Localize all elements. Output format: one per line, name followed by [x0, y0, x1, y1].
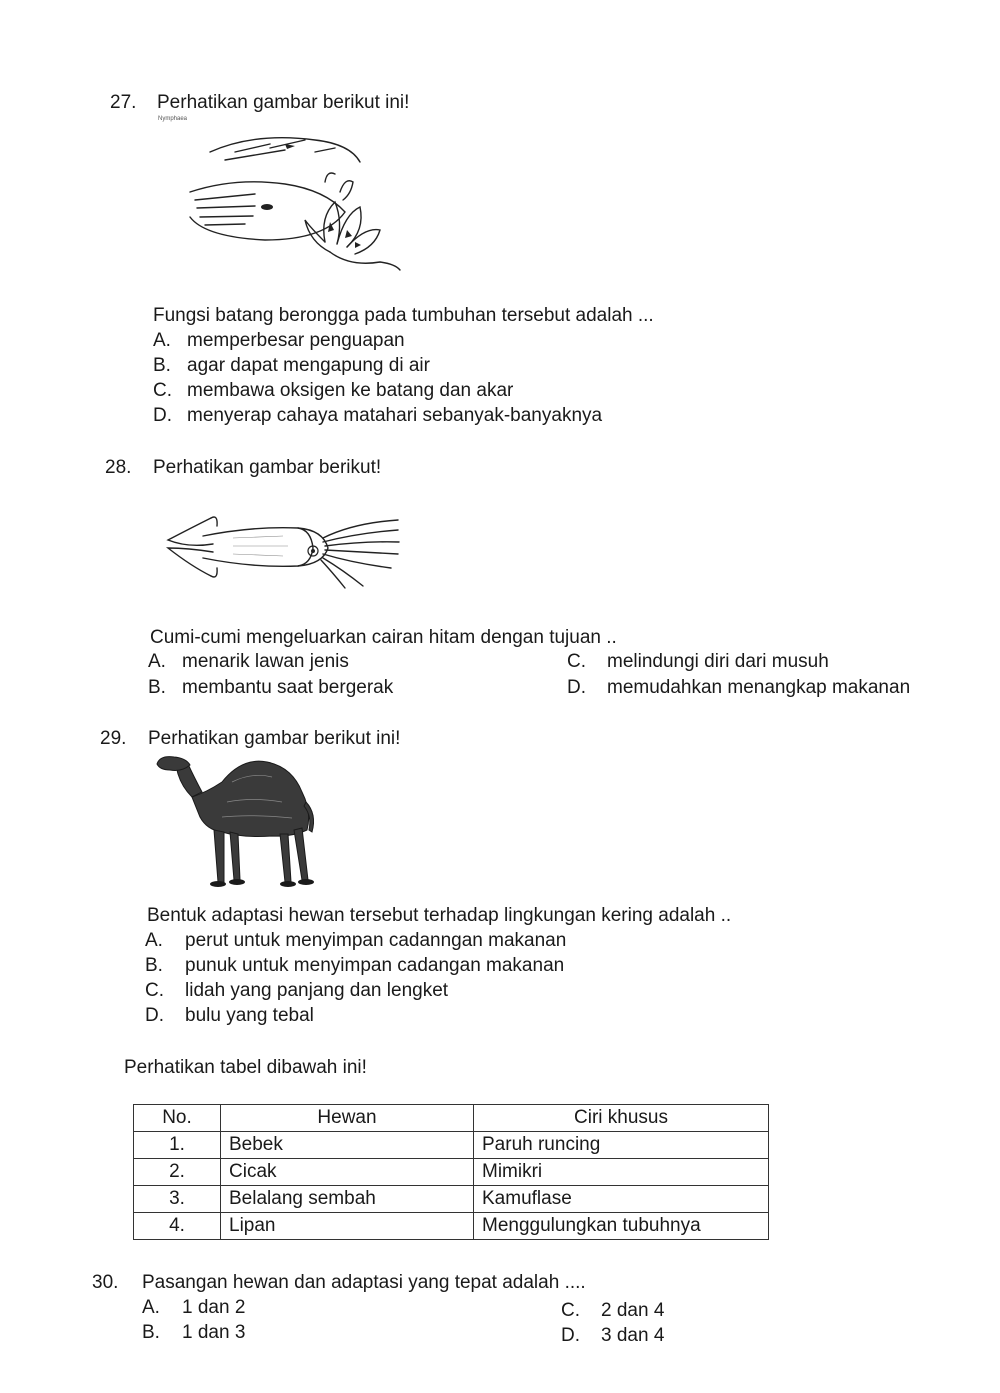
squid-drawing — [163, 508, 403, 588]
q27-option-c-letter: C. — [153, 380, 172, 401]
table-cell-no: 4. — [134, 1213, 221, 1240]
q28-intro: Perhatikan gambar berikut! — [153, 457, 382, 478]
q30-option-c-letter: C. — [561, 1300, 580, 1321]
table-cell-hewan: Lipan — [221, 1213, 474, 1240]
table-row — [134, 1213, 769, 1240]
table-cell-hewan: Belalang sembah — [221, 1186, 474, 1213]
q29-option-d-letter: D. — [145, 1005, 164, 1026]
table-cell-no: 2. — [134, 1159, 221, 1186]
q28-question: Cumi-cumi mengeluarkan cairan hitam dengan tujuan .. — [150, 627, 617, 648]
q27-option-a — [153, 330, 405, 352]
q27-option-a-text: memperbesar penguapan — [187, 330, 405, 351]
q29-option-d-text: bulu yang tebal — [185, 1005, 314, 1026]
q28-option-d-letter: D. — [567, 677, 586, 698]
q30-option-d-text: 3 dan 4 — [601, 1325, 665, 1346]
q29-option-b — [145, 955, 564, 977]
table-header-no: No. — [134, 1105, 221, 1132]
table-cell-ciri: Menggulungkan tubuhnya — [474, 1213, 769, 1240]
q28-option-c-letter: C. — [567, 651, 586, 672]
table-cell-hewan: Cicak — [221, 1159, 474, 1186]
q28-option-c — [567, 651, 829, 673]
table-row — [134, 1159, 769, 1186]
table-intro: Perhatikan tabel dibawah ini! — [124, 1057, 367, 1078]
q27-option-d-text: menyerap cahaya matahari sebanyak-banyaknya — [187, 405, 603, 426]
table-cell-ciri: Paruh runcing — [474, 1132, 769, 1159]
q29-option-a — [145, 930, 566, 952]
animal-table — [133, 1104, 769, 1240]
q27-option-d — [153, 405, 602, 427]
q30-number: 30. — [92, 1272, 119, 1293]
q28-option-a-text: menarik lawan jenis — [182, 651, 349, 672]
q29-option-a-letter: A. — [145, 930, 163, 951]
table-cell-no: 1. — [134, 1132, 221, 1159]
q27-option-b — [153, 355, 430, 377]
table-header-hewan: Hewan — [221, 1105, 474, 1132]
q28-option-b — [148, 677, 393, 699]
table-cell-ciri: Kamuflase — [474, 1186, 769, 1213]
q29-option-d — [145, 1005, 314, 1027]
q28-option-d — [567, 677, 910, 699]
q27-question: Fungsi batang berongga pada tumbuhan tersebut adalah ... — [153, 305, 654, 326]
q29-option-b-text: punuk untuk menyimpan cadangan makanan — [185, 955, 565, 976]
q29-option-c-text: lidah yang panjang dan lengket — [185, 980, 449, 1001]
q30-option-b — [142, 1322, 245, 1344]
q27-option-d-letter: D. — [153, 405, 172, 426]
table-cell-ciri: Mimikri — [474, 1159, 769, 1186]
q27-option-c — [153, 380, 513, 402]
table-cell-hewan: Bebek — [221, 1132, 474, 1159]
q29-number: 29. — [100, 728, 127, 749]
q28-option-b-letter: B. — [148, 677, 166, 698]
q27-option-a-letter: A. — [153, 330, 171, 351]
q29-option-c-letter: C. — [145, 980, 164, 1001]
table-row — [134, 1132, 769, 1159]
q29-option-c — [145, 980, 448, 1002]
q30-question: Pasangan hewan dan adaptasi yang tepat adalah .... — [142, 1272, 586, 1293]
q27-number: 27. — [110, 92, 137, 113]
q28-number: 28. — [105, 457, 132, 478]
q28-option-a — [148, 651, 349, 673]
q30-option-b-text: 1 dan 3 — [182, 1322, 246, 1343]
q29-question: Bentuk adaptasi hewan tersebut terhadap lingkungan kering adalah .. — [147, 905, 732, 926]
q30-option-c — [561, 1300, 664, 1322]
q30-option-a — [142, 1297, 245, 1319]
q28-option-b-text: membantu saat bergerak — [182, 677, 394, 698]
q27-option-b-text: agar dapat mengapung di air — [187, 355, 430, 376]
q29-intro: Perhatikan gambar berikut ini! — [148, 728, 401, 749]
q29-option-b-letter: B. — [145, 955, 163, 976]
table-header-ciri: Ciri khusus — [474, 1105, 769, 1132]
q30-option-c-text: 2 dan 4 — [601, 1300, 665, 1321]
q30-option-d-letter: D. — [561, 1325, 580, 1346]
q30-option-b-letter: B. — [142, 1322, 160, 1343]
q27-option-b-letter: B. — [153, 355, 171, 376]
table-row — [134, 1186, 769, 1213]
q28-option-c-text: melindungi diri dari musuh — [607, 651, 829, 672]
q30-option-a-letter: A. — [142, 1297, 160, 1318]
q30-option-d — [561, 1325, 664, 1347]
table-cell-no: 3. — [134, 1186, 221, 1213]
q28-option-a-letter: A. — [148, 651, 166, 672]
q29-option-a-text: perut untuk menyimpan cadanngan makanan — [185, 930, 567, 951]
table-header-row — [134, 1105, 769, 1132]
water-lily-drawing — [175, 122, 415, 272]
q28-option-d-text: memudahkan menangkap makanan — [607, 677, 911, 698]
camel-drawing — [152, 752, 322, 892]
q27-option-c-text: membawa oksigen ke batang dan akar — [187, 380, 514, 401]
q27-intro: Perhatikan gambar berikut ini! — [157, 92, 410, 113]
q30-option-a-text: 1 dan 2 — [182, 1297, 246, 1318]
q27-image-caption: Nymphaea — [158, 116, 188, 122]
